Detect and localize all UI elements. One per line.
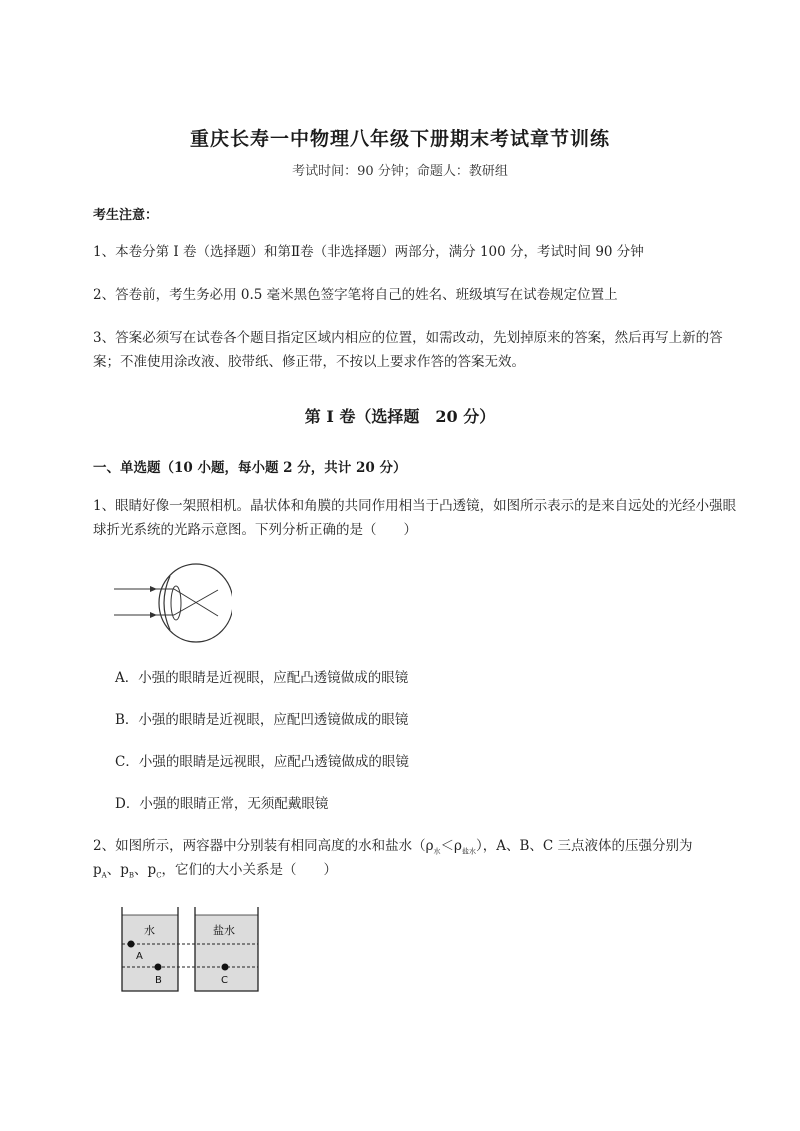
point-b bbox=[155, 964, 162, 971]
question-2-stem-line2 bbox=[93, 858, 337, 882]
q2-stem-rest: ，它们的大小关系是（ ） bbox=[161, 862, 338, 878]
q2-sub-salt: 盐水 bbox=[461, 847, 476, 856]
notice-heading: 考生注意： bbox=[93, 208, 159, 223]
arrow-bottom bbox=[150, 612, 157, 618]
arrow-top bbox=[150, 586, 157, 592]
q2-sub-a: A bbox=[101, 871, 107, 880]
q1-option-b[interactable]: B．小强的眼睛是近视眼，应配凹透镜做成的眼镜 bbox=[115, 712, 409, 728]
question-2-stem bbox=[93, 834, 693, 858]
cornea bbox=[164, 576, 170, 630]
q2-sep: 、p bbox=[134, 862, 157, 878]
q2-sub-water: 水 bbox=[433, 847, 441, 856]
q2-stem-part2: ），A、B、C 三点液体的压强分别为 bbox=[475, 838, 693, 854]
section-title: 第 I 卷（选择题 20 分） bbox=[304, 407, 496, 426]
q2-p: p bbox=[93, 862, 102, 878]
q2-stem-part1: 2、如图所示，两容器中分别装有相同高度的水和盐水（ρ bbox=[93, 838, 434, 854]
water-label: 水 bbox=[144, 924, 155, 937]
q2-lt: ＜ρ bbox=[440, 838, 462, 854]
exam-info: 考试时间：90 分钟；命题人：教研组 bbox=[292, 164, 508, 179]
point-c bbox=[222, 964, 229, 971]
point-b-label: B bbox=[155, 975, 162, 986]
q1-option-c[interactable]: C．小强的眼睛是远视眼，应配凸透镜做成的眼镜 bbox=[115, 754, 409, 770]
containers-diagram bbox=[118, 905, 264, 997]
q2-sub-b: B bbox=[128, 871, 135, 880]
point-a bbox=[128, 941, 135, 948]
notice-item-1: 1、本卷分第 I 卷（选择题）和第Ⅱ卷（非选择题）两部分，满分 100 分，考试时间 90 分钟 bbox=[93, 244, 644, 260]
q2-sub-c: C bbox=[156, 871, 162, 880]
group-heading: 一、单选题（10 小题，每小题 2 分，共计 20 分） bbox=[93, 460, 407, 476]
q1-option-d[interactable]: D．小强的眼睛正常，无须配戴眼镜 bbox=[115, 796, 329, 812]
point-a-label: A bbox=[136, 951, 143, 962]
saltwater-label: 盐水 bbox=[213, 924, 235, 937]
notice-item-3: 3、答案必须写在试卷各个题目指定区域内相应的位置，如需改动，先划掉原来的答案，然后再写上新的答案；不准使用涂改液、胶带纸、修正带，不按以上要求作答的答案无效。 bbox=[93, 330, 723, 370]
question-1-stem: 1、眼睛好像一架照相机。晶状体和角膜的共同作用相当于凸透镜，如图所示表示的是来自远处的光经小强眼球折光系统的光路示意图。下列分析正确的是（ ） bbox=[93, 498, 737, 538]
page-title: 重庆长寿一中物理八年级下册期末考试章节训练 bbox=[189, 128, 610, 150]
q2-sep: 、p bbox=[106, 862, 129, 878]
q1-option-a[interactable]: A．小强的眼睛是近视眼，应配凸透镜做成的眼镜 bbox=[115, 670, 409, 686]
eye-diagram bbox=[112, 560, 232, 646]
notice-item-2: 2、答卷前，考生务必用 0.5 毫米黑色签字笔将自己的姓名、班级填写在试卷规定位置上 bbox=[93, 287, 618, 303]
point-c-label: C bbox=[221, 975, 228, 986]
